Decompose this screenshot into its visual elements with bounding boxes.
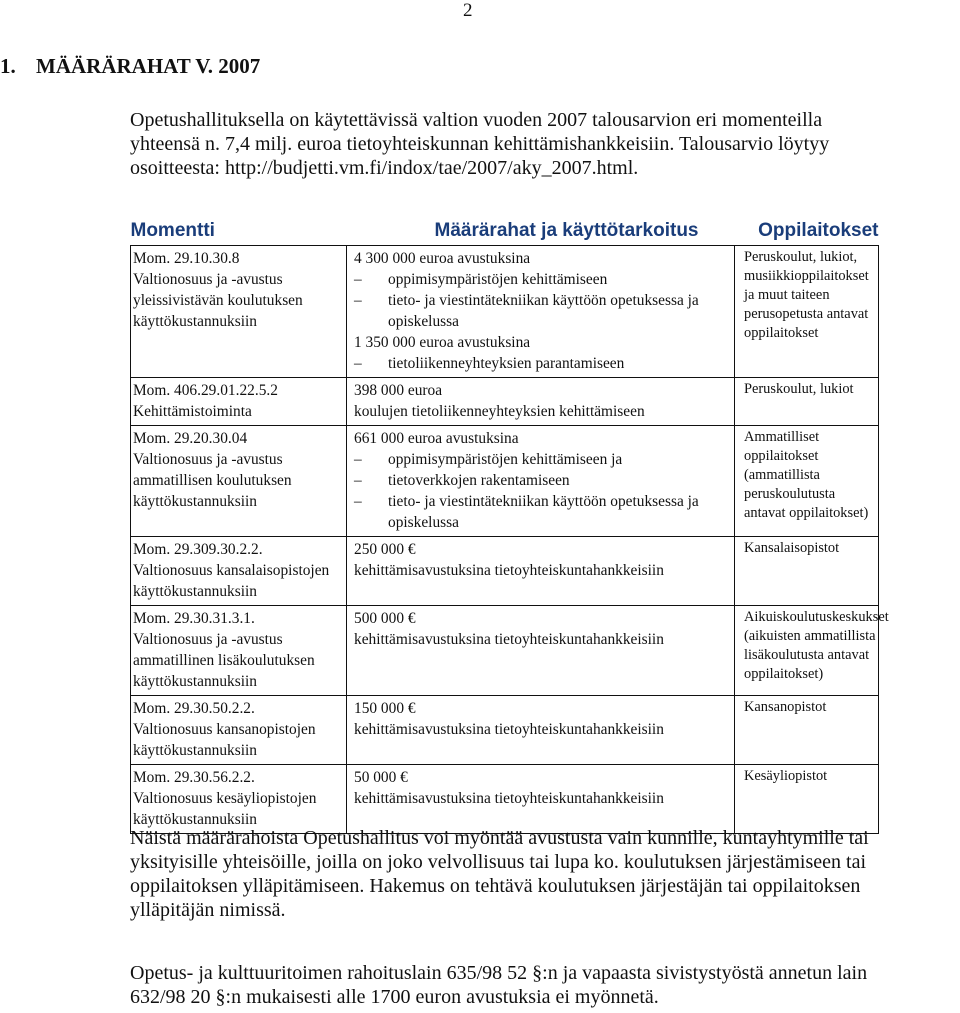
header-appropriations: Määrärahat ja käyttötarkoitus bbox=[347, 218, 735, 246]
institutions-cell: Kansanopistot bbox=[735, 696, 879, 765]
appropriation-amount: 4 300 000 euroa avustuksina bbox=[354, 250, 531, 267]
appropriation-amount: 150 000 € bbox=[354, 700, 416, 717]
moment-line: Valtionosuus ja -avustus bbox=[133, 271, 283, 288]
moment-cell bbox=[131, 765, 347, 834]
institutions-cell: Ammatilliset oppilaitokset (ammatillista peruskoulutusta antavat oppilaitokset) bbox=[735, 426, 879, 537]
moment-cell bbox=[131, 696, 347, 765]
moment-line: yleissivistävän koulutuksen bbox=[133, 292, 303, 309]
moment-line: käyttökustannuksiin bbox=[133, 493, 257, 510]
purpose-item: – oppimisympäristöjen kehittämiseen ja bbox=[354, 449, 730, 470]
appropriation-purpose: koulujen tietoliikenneyhteyksien kehittämiseen bbox=[354, 403, 645, 420]
table-row bbox=[131, 696, 879, 765]
moment-line: Mom. 29.30.31.3.1. bbox=[133, 610, 255, 627]
purpose-list bbox=[354, 353, 730, 374]
moment-line: Valtionosuus ja -avustus bbox=[133, 451, 283, 468]
institutions-cell: Kansalaisopistot bbox=[735, 537, 879, 606]
moment-line: Mom. 406.29.01.22.5.2 bbox=[133, 382, 278, 399]
institutions-cell: Aikuiskoulutuskeskukset (aikuisten ammatillista lisäkoulutusta antavat oppilaitokset) bbox=[735, 606, 879, 696]
appropriation-cell bbox=[347, 606, 735, 696]
appropriation-amount: 500 000 € bbox=[354, 610, 416, 627]
section-number: 1. bbox=[0, 54, 16, 78]
appropriation-cell bbox=[347, 378, 735, 426]
moment-cell bbox=[131, 378, 347, 426]
eligibility-paragraph: Näistä määrärahoista Opetushallitus voi myöntää avustusta vain kunnille, kuntayhtymille tai yksityisille yhteisöille, joilla on joko velvollisuus tai lupa ko. koulutuksen järjestämiseen tai oppilaitoksen ylläpitämiseen. Hakemus on tehtävä koulutuksen järjestäjän tai oppilaitoksen ylläpitäjän nimissä. bbox=[130, 827, 869, 921]
section-title: MÄÄRÄRAHAT V. 2007 bbox=[36, 54, 261, 78]
purpose-item: – tietoverkkojen rakentamiseen bbox=[354, 470, 730, 491]
appropriation-amount: 50 000 € bbox=[354, 769, 408, 786]
moment-line: Mom. 29.30.50.2.2. bbox=[133, 700, 255, 717]
appropriation-amount: 398 000 euroa bbox=[354, 382, 443, 399]
moment-line: Mom. 29.309.30.2.2. bbox=[133, 541, 263, 558]
institutions-cell: Kesäyliopistot bbox=[735, 765, 879, 834]
moment-line: käyttökustannuksiin bbox=[133, 313, 257, 330]
appropriation-purpose: kehittämisavustuksina tietoyhteiskuntahankkeisiin bbox=[354, 562, 664, 579]
appropriation-cell bbox=[347, 426, 735, 537]
moment-line: Valtionosuus kansalaisopistojen käyttökustannuksiin bbox=[133, 562, 330, 600]
moment-line: Mom. 29.20.30.04 bbox=[133, 430, 248, 447]
table-row bbox=[131, 246, 879, 378]
appropriation-cell bbox=[347, 765, 735, 834]
purpose-item: – tieto- ja viestintätekniikan käyttöön opetuksessa ja opiskelussa bbox=[354, 290, 730, 332]
purpose-item: – tietoliikenneyhteyksien parantamiseen bbox=[354, 353, 730, 374]
moment-cell bbox=[131, 246, 347, 378]
minimum-grant-paragraph: Opetus- ja kulttuuritoimen rahoituslain 635/98 52 §:n ja vapaasta sivistystyöstä annetun lain 632/98 20 §:n mukaisesti alle 1700 euron avustuksia ei myönnetä. bbox=[130, 962, 868, 1008]
appropriation-cell bbox=[347, 246, 735, 378]
moment-line: ammatillisen koulutuksen bbox=[133, 472, 292, 489]
table-row bbox=[131, 606, 879, 696]
appropriation-purpose: kehittämisavustuksina tietoyhteiskuntahankkeisiin bbox=[354, 790, 664, 807]
table-header-row bbox=[131, 218, 879, 246]
appropriation-amount: 661 000 euroa avustuksina bbox=[354, 430, 519, 447]
header-moment: Momentti bbox=[131, 218, 347, 246]
page-number: 2 bbox=[463, 0, 473, 21]
purpose-item: – tieto- ja viestintätekniikan käyttöön opetuksessa ja opiskelussa bbox=[354, 491, 730, 533]
appropriation-amount: 1 350 000 euroa avustuksina bbox=[354, 334, 531, 351]
budget-table bbox=[130, 218, 889, 834]
moment-line: Valtionosuus kansanopistojen käyttökustannuksiin bbox=[133, 721, 316, 759]
moment-line: ammatillinen lisäkoulutuksen bbox=[133, 652, 315, 669]
section-heading bbox=[0, 54, 260, 79]
purpose-list bbox=[354, 269, 730, 332]
appropriation-cell bbox=[347, 537, 735, 606]
appropriation-amount: 250 000 € bbox=[354, 541, 416, 558]
appropriation-purpose: kehittämisavustuksina tietoyhteiskuntahankkeisiin bbox=[354, 631, 664, 648]
table-row bbox=[131, 537, 879, 606]
header-institutions: Oppilaitokset bbox=[735, 218, 879, 246]
purpose-item: – oppimisympäristöjen kehittämiseen bbox=[354, 269, 730, 290]
intro-paragraph bbox=[130, 108, 870, 180]
moment-cell bbox=[131, 606, 347, 696]
intro-text: Opetushallituksella on käytettävissä valtion vuoden 2007 talousarvion eri momenteilla yhteensä n. 7,4 milj. euroa tietoyhteiskunnan kehittämishankkeisiin. Talousarvio löytyy osoitteesta: bbox=[130, 109, 830, 179]
intro-end: . bbox=[633, 157, 639, 179]
moment-line: käyttökustannuksiin bbox=[133, 673, 257, 690]
moment-cell bbox=[131, 426, 347, 537]
moment-line: Mom. 29.10.30.8 bbox=[133, 250, 240, 267]
institutions-cell: Peruskoulut, lukiot bbox=[735, 378, 879, 426]
moment-line: Kehittämistoiminta bbox=[133, 403, 252, 420]
moment-line: Mom. 29.30.56.2.2. bbox=[133, 769, 255, 786]
budget-url-link[interactable]: http://budjetti.vm.fi/indox/tae/2007/aky_2007.html bbox=[224, 157, 634, 179]
appropriation-cell bbox=[347, 696, 735, 765]
table-row bbox=[131, 765, 879, 834]
table-row bbox=[131, 426, 879, 537]
purpose-list bbox=[354, 449, 730, 533]
moment-line: Valtionosuus ja -avustus bbox=[133, 631, 283, 648]
moment-line: Valtionosuus kesäyliopistojen käyttökustannuksiin bbox=[133, 790, 317, 828]
appropriation-purpose: kehittämisavustuksina tietoyhteiskuntahankkeisiin bbox=[354, 721, 664, 738]
institutions-cell: Peruskoulut, lukiot, musiikkioppilaitokset ja muut taiteen perusopetusta antavat oppilaitokset bbox=[735, 246, 879, 378]
moment-cell bbox=[131, 537, 347, 606]
table-row bbox=[131, 378, 879, 426]
